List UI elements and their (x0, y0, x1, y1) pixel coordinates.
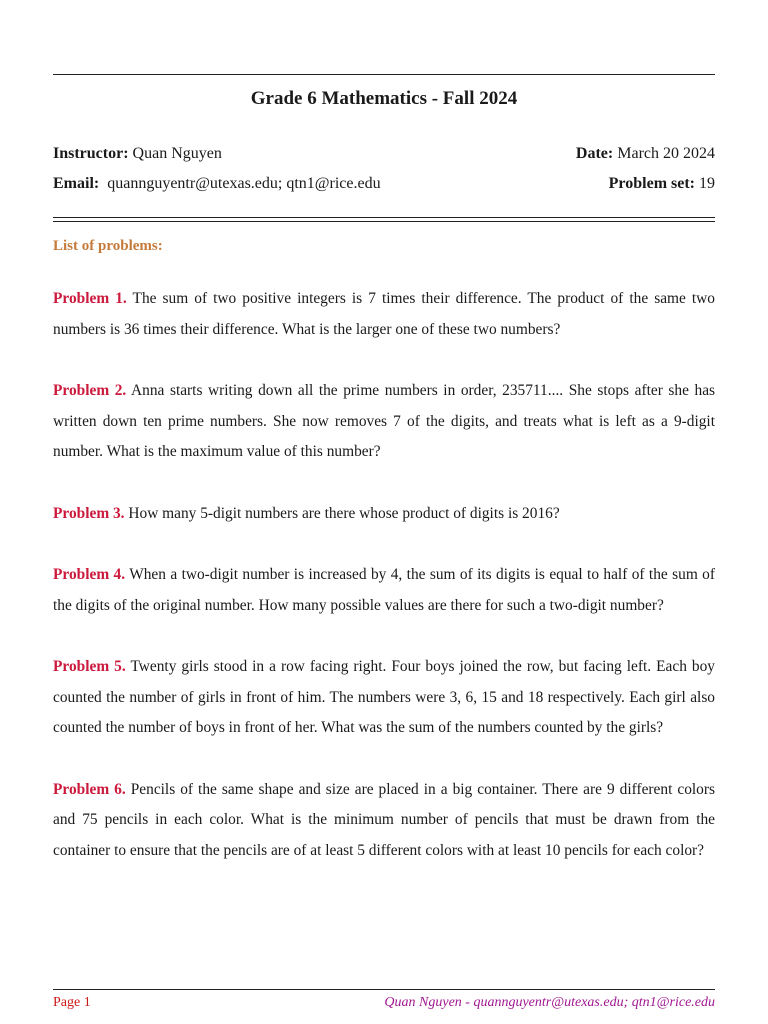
problem-item (53, 560, 715, 621)
problem-label: Problem 1. (53, 290, 127, 307)
instructor-label: Instructor: (53, 145, 129, 162)
problem-label: Problem 3. (53, 504, 125, 522)
problem-label: Problem 5. (53, 658, 126, 675)
problem-item (53, 376, 715, 468)
problem-text: The sum of two positive integers is 7 times their difference. The product of the same two numbers is 36 times their difference. What is the larger one of these two numbers? (53, 290, 715, 338)
section-heading: List of problems: (53, 238, 163, 254)
document-title: Grade 6 Mathematics - Fall 2024 (250, 88, 518, 109)
problem-text: Pencils of the same shape and size are placed in a big container. There are 9 different colors and 75 pencils in each color. What is the minimum number of pencils that must be drawn from the container to ensure that the pencils are of at least 5 different colors with at least 10 pencils for each color? (53, 780, 715, 859)
date-value: March 20 2024 (617, 145, 715, 162)
date-info (576, 145, 715, 163)
footer-rule (53, 989, 715, 990)
problem-text: How many 5-digit numbers are there whose product of digits is 2016? (128, 504, 560, 522)
email-info (53, 175, 381, 193)
email-value: quannguyentr@utexas.edu; qtn1@rice.edu (107, 175, 381, 192)
problem-text: Anna starts writing down all the prime numbers in order, 235711.... She stops after she has written down ten prime numbers. She now removes 7 of the digits, and treats what is left as a 9-digit number. What is the maximum value of this number? (53, 382, 716, 460)
email-label: Email: (53, 175, 100, 192)
problem-set-label: Problem set: (608, 175, 695, 192)
email-problemset-row (53, 175, 715, 193)
problem-label: Problem 4. (53, 566, 126, 583)
problem-text: When a two-digit number is increased by 4, the sum of its digits is equal to half of the sum of the digits of the original number. How many possible values are there for such a two-digit number? (53, 566, 715, 614)
problem-item (53, 652, 715, 744)
problem-label: Problem 2. (53, 382, 127, 399)
footer-author: Quan Nguyen - quannguyentr@utexas.edu; qtn1@rice.edu (384, 995, 715, 1010)
problem-list (53, 284, 715, 897)
problem-set-number: 19 (699, 175, 715, 192)
problem-text: Twenty girls stood in a row facing right. Four boys joined the row, but facing left. Each boy counted the number of girls in front of him. The numbers were 3, 6, 15 and 18 respectively. Each girl also counted the number of boys in front of her. What was the sum of the numbers counted by the girls? (53, 658, 716, 736)
instructor-name: Quan Nguyen (132, 145, 222, 162)
problem-item (53, 499, 715, 530)
problem-label: Problem 6. (53, 780, 126, 798)
problem-item (53, 775, 715, 867)
instructor-info (53, 145, 222, 163)
header-double-rule-bottom (53, 221, 715, 222)
instructor-date-row (53, 145, 715, 163)
header-double-rule-top (53, 217, 715, 218)
problem-item (53, 284, 715, 345)
page-number: Page 1 (53, 995, 91, 1010)
top-rule (53, 74, 715, 75)
date-label: Date: (575, 145, 614, 162)
problem-set-info (609, 175, 715, 193)
